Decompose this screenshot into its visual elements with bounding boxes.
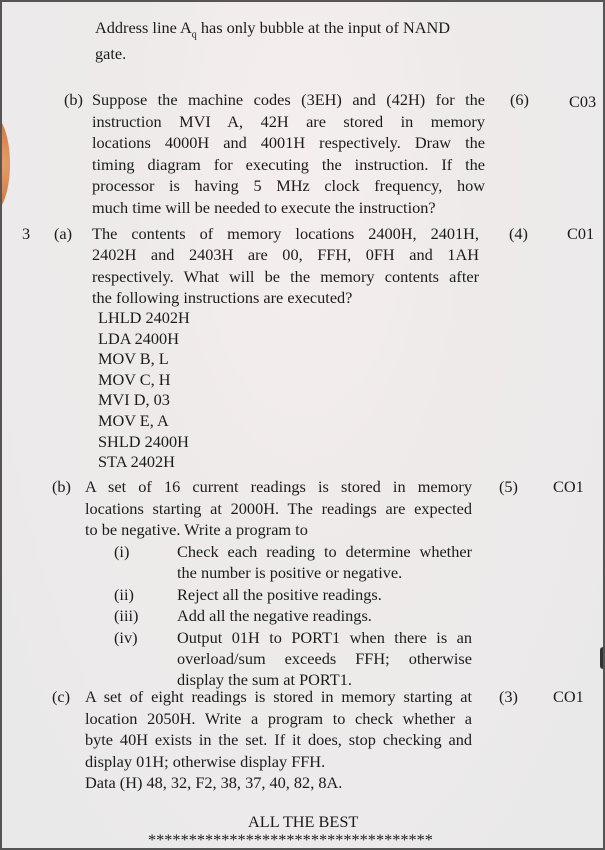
question-text-line: much time will be needed to execute the instruction? — [92, 198, 436, 217]
scan-artifact — [2, 114, 10, 214]
carryover-line: gate. — [95, 44, 127, 63]
question-text-line: Suppose the machine codes (3EH) and (42H) for the — [92, 90, 485, 109]
sub-item-text: overload/sum exceeds FFH; otherwise — [177, 649, 472, 668]
course-outcome: CO1 — [553, 687, 584, 706]
sub-item-text: display the sum at PORT1. — [177, 670, 352, 690]
course-outcome: C01 — [567, 224, 595, 243]
subscript: q — [191, 29, 197, 41]
closing-text: ALL THE BEST — [248, 812, 359, 831]
sub-item-text: Output 01H to PORT1 when there is an — [177, 627, 472, 647]
sub-item-label: (iv) — [114, 627, 138, 647]
course-outcome: CO1 — [553, 477, 584, 496]
sub-item-label: (i) — [114, 542, 130, 561]
question-text-line: locations starting at 2000H. The readings are expected — [85, 498, 472, 518]
question-text-line: The contents of memory locations 2400H, 2401H, — [92, 224, 479, 243]
instruction-line: MVI D, 03 — [98, 390, 170, 410]
question-text-line: locations 4000H and 4001H respectively. Draw the — [92, 133, 485, 153]
sub-item-label: (ii) — [114, 584, 134, 604]
question-label: (b) — [52, 477, 71, 496]
question-text-line: A set of 16 current readings is stored in memory — [85, 477, 472, 496]
instruction-line: LHLD 2402H — [98, 308, 190, 327]
sub-item-text: Reject all the positive readings. — [177, 584, 382, 604]
sub-item-text: the number is positive or negative. — [177, 563, 403, 583]
question-label: (b) — [64, 90, 83, 109]
question-text-line: to be negative. Write a program to — [85, 520, 308, 540]
stars-divider: *********************************** — [148, 830, 433, 848]
question-text-line: 2402H and 2403H are 00, FFH, 0FH and 1AH — [92, 245, 479, 265]
instruction-line: MOV B, L — [98, 349, 169, 369]
question-number: 3 — [22, 224, 31, 243]
question-text-line: the following instructions are executed? — [92, 288, 353, 308]
sub-item-text: Check each reading to determine whether — [177, 542, 472, 561]
question-text-line: location 2050H. Write a program to check whether a — [85, 708, 472, 728]
question-text-line: instruction MVI A, 42H are stored in memory — [92, 111, 485, 131]
carryover-line — [95, 18, 450, 45]
text: has only bubble at the input of NAND — [200, 18, 451, 37]
question-text-line: respectively. What will be the memory contents after — [92, 266, 479, 286]
marks: (5) — [499, 477, 518, 496]
question-text-line: processor is having 5 MHz clock frequency, how — [92, 176, 485, 196]
question-text-line: display 01H; otherwise display FFH. — [85, 751, 326, 771]
marks: (4) — [509, 224, 528, 243]
question-label: (c) — [52, 687, 71, 706]
sub-item-label: (iii) — [114, 606, 139, 626]
text: Address line A — [95, 18, 192, 37]
exam-page — [2, 2, 603, 848]
question-text-line: timing diagram for executing the instruction. If the — [92, 154, 485, 174]
question-text-line: byte 40H exists in the set. If it does, stop checking and — [85, 730, 472, 750]
instruction-line: STA 2402H — [98, 452, 175, 472]
course-outcome: C03 — [569, 92, 597, 111]
instruction-line: MOV C, H — [98, 369, 171, 389]
instruction-line: LDA 2400H — [98, 328, 179, 348]
question-text-line: A set of eight readings is stored in memory starting at — [85, 687, 472, 706]
instruction-line: MOV E, A — [98, 411, 169, 430]
instruction-line: SHLD 2400H — [98, 431, 189, 451]
marks: (6) — [510, 90, 529, 109]
scan-artifact — [600, 647, 603, 669]
marks: (3) — [499, 687, 518, 706]
question-text-line: Data (H) 48, 32, F2, 38, 37, 40, 82, 8A. — [85, 773, 343, 793]
sub-item-text: Add all the negative readings. — [177, 606, 372, 626]
question-label: (a) — [54, 224, 73, 243]
